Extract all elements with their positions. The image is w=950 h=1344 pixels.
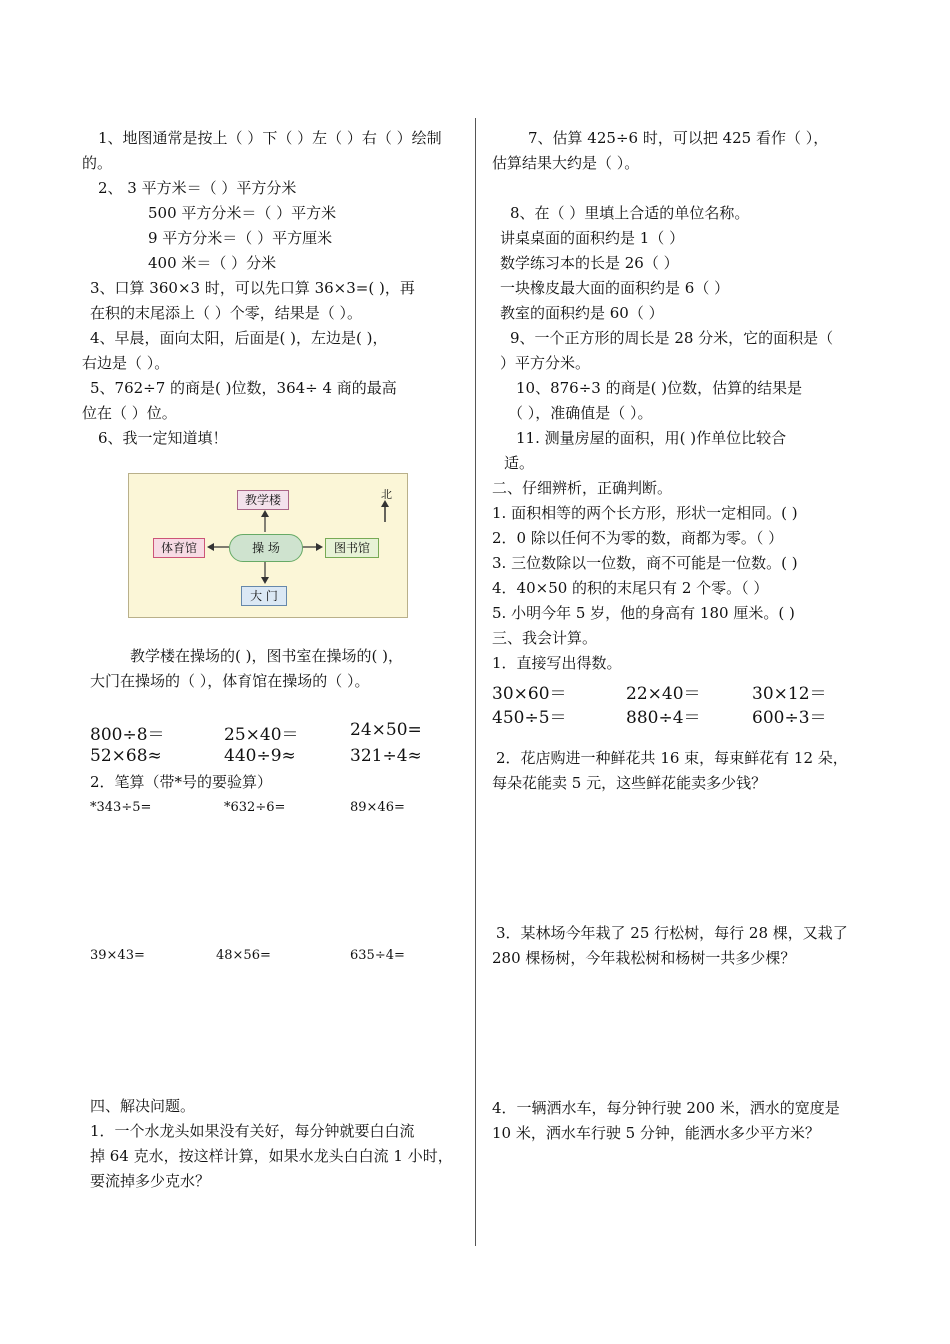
oral-calc-item: 440÷9≈ [224, 746, 296, 766]
map-library: 图书馆 [325, 538, 379, 558]
q4-line-2: 右边是（ ）。 [82, 354, 170, 372]
q10-line-2: （ ），准确值是（ ）。 [508, 404, 653, 422]
written-calc-title: 2．笔算（带*号的要验算） [90, 773, 273, 791]
q3-line-2: 在积的末尾添上（ ）个零，结果是（ ）。 [90, 304, 363, 322]
problem2-line-1: 2．花店购进一种鲜花共 16 束，每束鲜花有 12 朵， [496, 749, 848, 767]
judge-item-4: 4．40×50 的积的末尾只有 2 个零。（ ） [492, 579, 769, 597]
problem4-line-1: 4．一辆洒水车，每分钟行驶 200 米，洒水的宽度是 [492, 1099, 840, 1117]
q6-title: 6、我一定知道填！ [98, 429, 228, 447]
oral-calc-item: 321÷4≈ [350, 746, 422, 766]
q2-line-1: 2、 3 平方米＝（ ）平方分米 [98, 179, 297, 197]
oral-calc-item: 25×40＝ [224, 725, 299, 745]
column-divider [475, 118, 476, 1246]
section3-title: 三、我会计算。 [492, 629, 598, 647]
direct-calc-item: 30×60＝ [492, 684, 567, 704]
q2-line-4: 400 米＝（ ）分米 [148, 254, 277, 272]
q2-line-2: 500 平方分米＝（ ）平方米 [148, 204, 337, 222]
direct-calc-item: 30×12＝ [752, 684, 827, 704]
direct-calc-item: 22×40＝ [626, 684, 701, 704]
q1-line-1: 1、地图通常是按上（ ）下（ ）左（ ）右（ ）绘制 [98, 129, 442, 147]
direct-calc-item: 880÷4＝ [626, 708, 701, 728]
q3-line-1: 3、口算 360×3 时，可以先口算 36×3=( )，再 [90, 279, 415, 297]
written-calc-item: *343÷5= [90, 800, 152, 815]
problem4-line-2: 10 米，洒水车行驶 5 分钟，能洒水多少平方米？ [492, 1124, 820, 1142]
q6-answer-line-1: 教学楼在操场的( )，图书室在操场的( )， [130, 647, 403, 665]
direct-calc-title: 1．直接写出得数。 [492, 654, 622, 672]
written-calc-item: 89×46= [350, 800, 405, 815]
judge-item-1: 1. 面积相等的两个长方形，形状一定相同。( ) [492, 504, 798, 522]
judge-item-5: 5. 小明今年 5 岁，他的身高有 180 厘米。( ) [492, 604, 795, 622]
direct-calc-item: 450÷5＝ [492, 708, 567, 728]
problem3-line-2: 280 棵杨树，今年栽松树和杨树一共多少棵？ [492, 949, 796, 967]
judge-item-3: 3. 三位数除以一位数，商不可能是一位数。( ) [492, 554, 798, 572]
direct-calc-item: 600÷3＝ [752, 708, 827, 728]
map-gate: 大 门 [241, 586, 287, 606]
q5-line-2: 位在（ ）位。 [82, 404, 177, 422]
q10-line-1: 10、876÷3 的商是( )位数，估算的结果是 [516, 379, 803, 397]
map-north-label: 北 [381, 488, 392, 501]
q7-line-1: 7、估算 425÷6 时，可以把 425 看作（ ）， [528, 129, 829, 147]
q8-title: 8、在（ ）里填上合适的单位名称。 [510, 204, 750, 222]
problem1-line-3: 要流掉多少克水？ [90, 1172, 211, 1190]
problem3-line-1: 3．某林场今年栽了 25 行松树，每行 28 棵，又栽了 [496, 924, 848, 942]
problem1-line-2: 掉 64 克水，按这样计算，如果水龙头白白流 1 小时， [90, 1147, 453, 1165]
q7-line-2: 估算结果大约是（ ）。 [492, 154, 640, 172]
campus-map-figure [128, 473, 408, 618]
q6-answer-line-2: 大门在操场的（ ），体育馆在操场的（ ）。 [90, 672, 370, 690]
section2-title: 二、仔细辨析，正确判断。 [492, 479, 673, 497]
problem2-line-2: 每朵花能卖 5 元，这些鲜花能卖多少钱？ [492, 774, 767, 792]
q9-line-1: 9、一个正方形的周长是 28 分米，它的面积是（ [510, 329, 834, 347]
map-gym: 体育馆 [153, 538, 205, 558]
section4-title: 四、解决问题。 [90, 1097, 196, 1115]
q5-line-1: 5、762÷7 的商是( )位数，364÷ 4 商的最高 [90, 379, 397, 397]
q11-line-2: 适。 [504, 454, 535, 472]
q4-line-1: 4、早晨，面向太阳，后面是( )，左边是( )， [90, 329, 388, 347]
oral-calc-item: 24×50= [350, 720, 422, 740]
judge-item-2: 2．0 除以任何不为零的数，商都为零。（ ） [492, 529, 784, 547]
q8-line-3: 一块橡皮最大面的面积约是 6（ ） [500, 279, 730, 297]
written-calc-item: 39×43= [90, 948, 145, 963]
written-calc-item: *632÷6= [224, 800, 286, 815]
oral-calc-item: 52×68≈ [90, 746, 162, 766]
q8-line-2: 数学练习本的长是 26（ ） [500, 254, 679, 272]
map-teaching-building: 教学楼 [237, 490, 289, 510]
map-playground: 操 场 [229, 534, 303, 562]
oral-calc-item: 800÷8＝ [90, 725, 165, 745]
q9-line-2: ）平方分米。 [500, 354, 591, 372]
q8-line-1: 讲桌桌面的面积约是 1（ ） [500, 229, 685, 247]
problem1-line-1: 1．一个水龙头如果没有关好，每分钟就要白白流 [90, 1122, 415, 1140]
written-calc-item: 635÷4= [350, 948, 405, 963]
q1-line-2: 的。 [82, 154, 113, 172]
q11-line-1: 11. 测量房屋的面积，用( )作单位比较合 [516, 429, 787, 447]
written-calc-item: 48×56= [216, 948, 271, 963]
q2-line-3: 9 平方分米＝（ ）平方厘米 [148, 229, 333, 247]
q8-line-4: 教室的面积约是 60（ ） [500, 304, 664, 322]
